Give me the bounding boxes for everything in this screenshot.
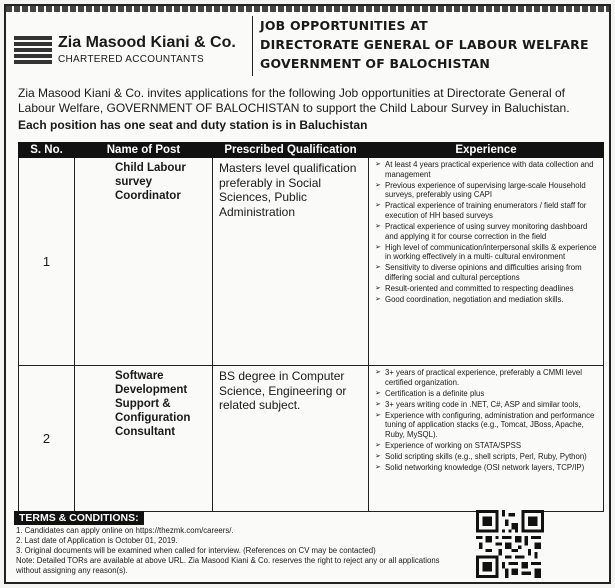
company-name: Zia Masood Kiani & Co. xyxy=(58,34,236,51)
row-post: Software Development Support & Configuration Consultant xyxy=(75,366,213,512)
terms-title: TERMS & CONDITIONS: xyxy=(14,511,144,525)
header-experience: Experience xyxy=(369,143,604,158)
header-qualification: Prescribed Qualification xyxy=(213,143,369,158)
header-post: Name of Post xyxy=(75,143,213,158)
experience-item: ➢ Sensitivity to diverse opinions and difficulties arising from differing social and cultural perceptions xyxy=(375,263,600,282)
experience-item: ➢ Solid scripting skills (e.g., shell scripts, Perl, Ruby, Python) xyxy=(375,452,600,462)
qr-code-icon[interactable] xyxy=(476,509,544,579)
experience-item: ➢ Experience with configuring, administration and performance tuning of application stacks (e.g., Tomcat, JBoss, Apache, Ruby, MySQL). xyxy=(375,411,600,440)
row-sno: 1 xyxy=(19,158,75,366)
experience-item: ➢ Good coordination, negotiation and mediation skills. xyxy=(375,295,600,305)
company-logo xyxy=(14,30,246,70)
top-rule xyxy=(6,6,609,12)
company-subtitle: CHARTERED ACCOUNTANTS xyxy=(58,54,204,65)
logo-bars-icon xyxy=(14,36,52,64)
header xyxy=(6,6,609,80)
experience-item: ➢ At least 4 years practical experience with data collection and management xyxy=(375,160,600,179)
experience-item: ➢ Practical experience of using survey monitoring dashboard and applying it for course correction in the field xyxy=(375,222,600,241)
terms-item: 3. Original documents will be examined when called for interview. (References on CV may be contacted) xyxy=(16,546,376,555)
terms-section xyxy=(14,508,464,576)
header-divider xyxy=(252,16,253,76)
table-header-row xyxy=(19,143,604,158)
ad-title xyxy=(260,16,589,73)
experience-item: ➢ Experience of working on STATA/SPSS xyxy=(375,441,600,451)
experience-item: ➢ Previous experience of supervising large-scale Household surveys, preferably using CAPI xyxy=(375,181,600,200)
title-line: GOVERNMENT OF BALOCHISTAN xyxy=(260,56,491,71)
title-line: JOB OPPORTUNITIES AT xyxy=(260,18,428,33)
job-advertisement xyxy=(4,4,611,584)
experience-item: ➢ High level of communication/interpersonal skills & experience in working effectively in a multi- cultural environment xyxy=(375,243,600,262)
title-line: DIRECTORATE GENERAL OF LABOUR WELFARE xyxy=(260,37,589,52)
experience-item: ➢ Practical experience of training enumerators / field staff for execution of HH based surveys xyxy=(375,201,600,220)
positions-table xyxy=(18,142,604,512)
table-row xyxy=(19,158,604,366)
experience-item: ➢ 3+ years writing code in .NET, C#, ASP and similar tools, xyxy=(375,400,600,410)
table-row xyxy=(19,366,604,512)
row-experience xyxy=(369,366,604,512)
experience-item: ➢ 3+ years of practical experience, preferably a CMMI level certified organization. xyxy=(375,368,600,387)
row-post: Child Labour survey Coordinator xyxy=(75,158,213,366)
terms-item: 1. Candidates can apply online on https://thezmk.com/careers/. xyxy=(16,526,234,535)
row-qualification: Masters level qualification preferably in Social Sciences, Public Administration xyxy=(213,158,369,366)
experience-item: ➢ Certification is a definite plus xyxy=(375,389,600,399)
terms-item: 2. Last date of Application is October 01, 2019. xyxy=(16,536,178,545)
row-qualification: BS degree in Computer Science, Engineering or related subject. xyxy=(213,366,369,512)
row-sno: 2 xyxy=(19,366,75,512)
terms-footer: Note: Detailed TORs are available at above URL. Zia Masood Kiani & Co. reserves the right to reject any or all applications without assigning any reason(s). xyxy=(16,556,440,575)
experience-item: ➢ Solid networking knowledge (OSI network layers, TCP/IP) xyxy=(375,463,600,473)
seat-note: Each position has one seat and duty station is in Baluchistan xyxy=(18,118,368,132)
experience-item: ➢ Result-oriented and committed to respecting deadlines xyxy=(375,284,600,294)
intro-text: Zia Masood Kiani & Co. invites applications for the following Job opportunities at Directorate General of Labour Welfare, GOVERNMENT OF BALOCHISTAN to support the Child Labour Survey in Baluchistan. xyxy=(18,86,570,115)
row-experience xyxy=(369,158,604,366)
header-sno: S. No. xyxy=(19,143,75,158)
